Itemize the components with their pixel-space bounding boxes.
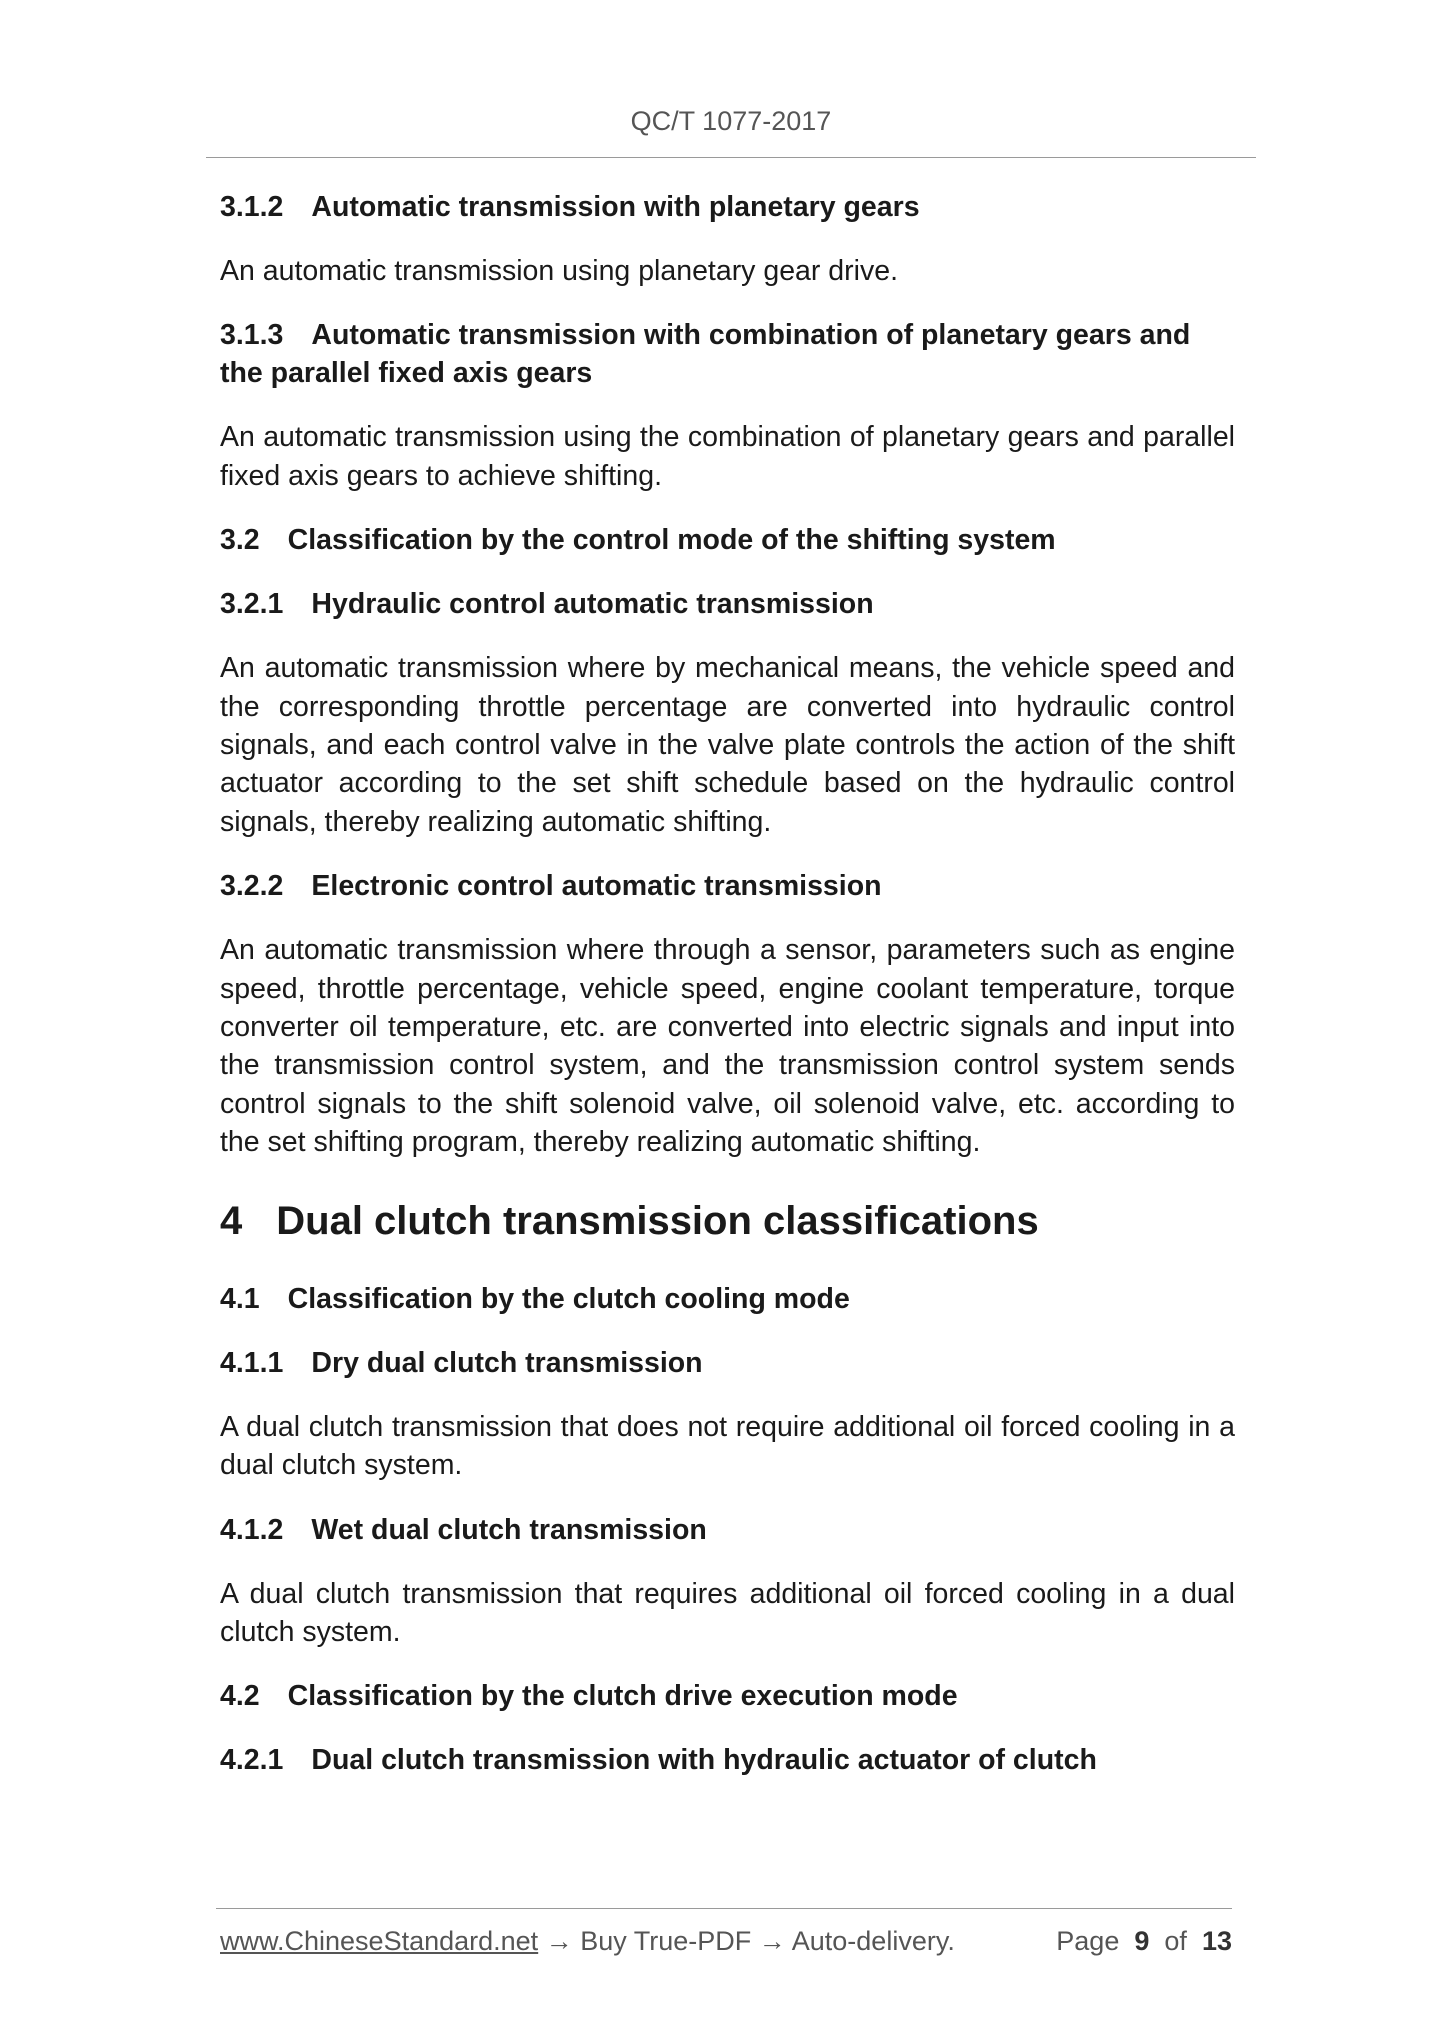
heading-number: 4.2	[220, 1680, 260, 1713]
paragraph: An automatic transmission where through a sensor, parameters such as engine speed, throttle percentage, vehicle speed, engine coolant temperature, torque converter oil temperature, etc. are converted into electric signals and input into the transmission control system, and the transmission control system sends control signals to the shift solenoid valve, oil solenoid valve, etc. according to the set shifting program, thereby realizing automatic shifting.	[220, 934, 1235, 1159]
heading-4-2	[220, 1677, 1235, 1715]
footer-tagline: → Buy True-PDF → Auto-delivery.	[545, 1926, 955, 1956]
page-number: 9	[1134, 1926, 1150, 1956]
heading-number: 4.1	[220, 1282, 260, 1315]
page-total: 13	[1201, 1926, 1232, 1956]
heading-number: 3.2	[220, 524, 260, 557]
heading-title: Automatic transmission with planetary gears	[311, 191, 920, 223]
heading-3-1-2	[220, 188, 1235, 226]
website-link[interactable]: www.ChineseStandard.net	[220, 1926, 539, 1956]
heading-4-1-1	[220, 1344, 1235, 1382]
heading-number: 3.2.1	[220, 588, 284, 621]
heading-3-1-3	[220, 316, 1235, 392]
heading-title: Classification by the clutch drive execution mode	[287, 1680, 958, 1713]
paragraph: A dual clutch transmission that requires additional oil forced cooling in a dual clutch system.	[220, 1577, 1235, 1648]
heading-number: 3.1.2	[220, 191, 284, 223]
heading-4-1-2	[220, 1511, 1235, 1549]
heading-4	[220, 1196, 1235, 1246]
of-label: of	[1164, 1926, 1187, 1956]
heading-3-2-1	[220, 585, 1235, 623]
heading-title: Dual clutch transmission with hydraulic actuator of clutch	[311, 1744, 1097, 1777]
heading-title: Dry dual clutch transmission	[311, 1346, 703, 1379]
heading-title: Classification by the control mode of the shifting system	[287, 524, 1056, 557]
heading-number: 4	[220, 1198, 243, 1243]
heading-number: 4.2.1	[220, 1744, 284, 1777]
heading-number: 3.1.3	[220, 319, 284, 352]
heading-title: Wet dual clutch transmission	[311, 1513, 707, 1546]
heading-4-1	[220, 1280, 1235, 1318]
heading-title: Dual clutch transmission classifications	[276, 1198, 1039, 1243]
page-label: Page	[1056, 1926, 1120, 1956]
document-body	[220, 188, 1235, 1779]
heading-3-2	[220, 521, 1235, 559]
heading-title: Hydraulic control automatic transmission	[311, 588, 874, 621]
heading-title: Classification by the clutch cooling mode	[287, 1282, 850, 1315]
footer-left	[220, 1926, 955, 1957]
heading-4-2-1	[220, 1741, 1235, 1779]
heading-number: 4.1.2	[220, 1513, 284, 1546]
paragraph: An automatic transmission where by mechanical means, the vehicle speed and the corresponding throttle percentage are converted into hydraulic control signals, and each control valve in the valve plate controls the action of the shift actuator according to the set shift schedule based on the hydraulic control signals, thereby realizing automatic shifting.	[220, 652, 1235, 838]
paragraph: An automatic transmission using the combination of planetary gears and parallel fixed axis gears to achieve shifting.	[220, 421, 1235, 492]
heading-title: Automatic transmission with combination of planetary gears and the parallel fixed axis gears	[220, 319, 1191, 390]
paragraph: A dual clutch transmission that does not require additional oil forced cooling in a dual clutch system.	[220, 1410, 1235, 1482]
paragraph: An automatic transmission using planetary gear drive.	[220, 255, 899, 287]
page-indicator	[1056, 1926, 1232, 1957]
heading-title: Electronic control automatic transmission	[311, 870, 882, 903]
heading-number: 4.1.1	[220, 1346, 284, 1379]
header-divider	[206, 157, 1256, 158]
heading-3-2-2	[220, 867, 1235, 905]
footer-divider	[216, 1908, 1232, 1909]
page-header: QC/T 1077-2017	[630, 106, 832, 136]
heading-number: 3.2.2	[220, 870, 284, 903]
